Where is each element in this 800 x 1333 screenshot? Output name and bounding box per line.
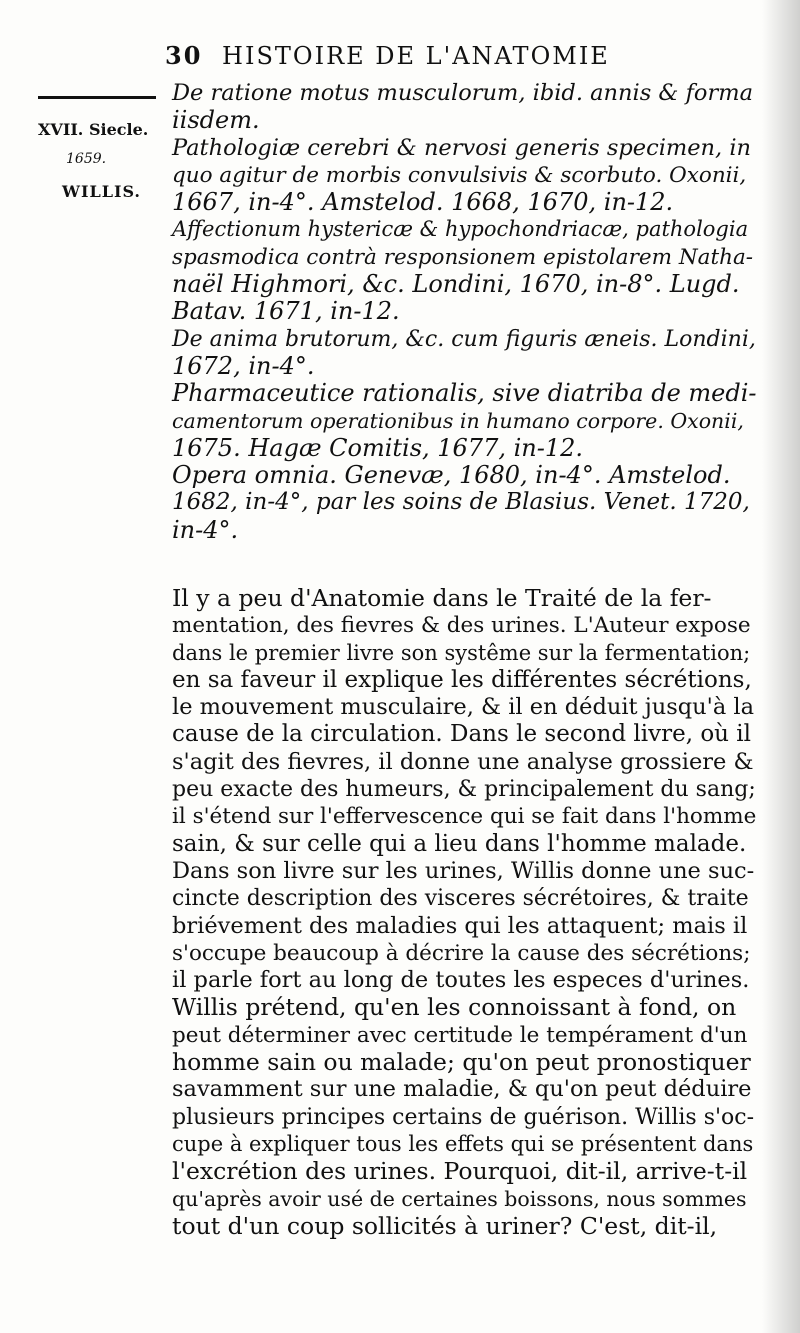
bib-line: Batav. 1671, in-12.	[172, 297, 400, 326]
prose-line: cupe à expliquer tous les effets qui se présentent dans	[172, 1131, 754, 1156]
bib-line: 1675. Hagæ Comitis, 1677, in-12.	[172, 433, 584, 462]
prose-line: il parle fort au long de toutes les especes d'urines.	[172, 967, 750, 994]
prose-line: s'occupe beaucoup à décrire la cause des sécrétions;	[172, 940, 751, 966]
bib-line: Pharmaceutice rationalis, sive diatriba de medi-	[172, 379, 757, 408]
prose-line: tout d'un coup sollicités à uriner? C'est, dit-il,	[172, 1211, 718, 1240]
margin-rule	[38, 96, 156, 99]
bib-line: De ratione motus musculorum, ibid. annis & forma	[172, 80, 753, 106]
prose-line: il s'étend sur l'effervescence qui se fait dans l'homme	[172, 804, 757, 830]
bib-line: Opera omnia. Genevæ, 1680, in-4°. Amstelod.	[172, 461, 731, 490]
prose-line: cincte description des visceres sécrétoires, & traite	[172, 886, 749, 912]
prose-paragraph	[172, 585, 757, 1240]
prose-line: peut déterminer avec certitude le tempérament d'un	[172, 1022, 748, 1048]
bibliography-block	[172, 80, 757, 544]
prose-line: Il y a peu d'Anatomie dans le Traité de la fer-	[172, 584, 712, 612]
prose-line: Dans son livre sur les urines, Willis donne une suc-	[172, 857, 755, 884]
bib-line: 1667, in-4°. Amstelod. 1668, 1670, in-12.	[172, 188, 674, 217]
prose-line: dans le premier livre son systême sur la fermentation;	[172, 640, 751, 665]
page-number: 30	[165, 41, 203, 70]
prose-line: mentation, des fievres & des urines. L'Auteur expose	[172, 613, 751, 639]
prose-line: homme sain ou malade; qu'on peut pronostiquer	[172, 1048, 751, 1077]
margin-year: 1659.	[66, 151, 107, 167]
prose-line: qu'après avoir usé de certaines boissons, nous sommes	[172, 1186, 747, 1211]
running-title: HISTOIRE DE L'ANATOMIE	[222, 42, 610, 70]
bib-line: spasmodica contrà responsionem epistolarem Natha-	[172, 244, 754, 270]
prose-line: le mouvement musculaire, & il en déduit jusqu'à la	[172, 694, 755, 721]
bib-line: 1672, in-4°.	[172, 351, 315, 380]
prose-line: savamment sur une maladie, & qu'on peut déduire	[172, 1076, 752, 1103]
bib-line: Pathologiæ cerebri & nervosi generis specimen, in	[172, 134, 752, 161]
prose-line: sain, & sur celle qui a lieu dans l'homme malade.	[172, 830, 747, 857]
prose-line: briévement des maladies qui les attaquent; mais il	[172, 912, 748, 939]
prose-line: l'excrétion des urines. Pourquoi, dit-il, arrive-t-il	[172, 1157, 748, 1186]
margin-century: XVII. Siecle.	[38, 120, 149, 139]
bib-line: iisdem.	[172, 106, 260, 135]
prose-line: peu exacte des humeurs, & principalement du sang;	[172, 777, 756, 803]
bib-line: De anima brutorum, &c. cum figuris æneis. Londini,	[172, 326, 756, 352]
running-header	[165, 41, 765, 70]
prose-line: en sa faveur il explique les différentes sécrétions,	[172, 666, 752, 693]
margin-author: WILLIS.	[62, 182, 141, 201]
bib-line: naël Highmori, &c. Londini, 1670, in-8°. Lugd.	[172, 270, 740, 299]
prose-line: s'agit des fievres, il donne une analyse grossiere &	[172, 748, 754, 775]
bib-line: in-4°.	[172, 515, 239, 544]
prose-line: plusieurs principes certains de guérison. Willis s'oc-	[172, 1104, 755, 1130]
bib-line: camentorum operationibus in humano corpore. Oxonii,	[172, 408, 744, 433]
prose-line: cause de la circulation. Dans le second livre, où il	[172, 721, 751, 748]
bib-line: Affectionum hystericæ & hypochondriacæ, pathologia	[172, 217, 749, 242]
bib-line: 1682, in-4°, par les soins de Blasius. Venet. 1720,	[172, 489, 750, 516]
prose-line: Willis prétend, qu'en les connoissant à fond, on	[172, 993, 737, 1022]
page-edge-shadow	[762, 0, 800, 1333]
bib-line: quo agitur de morbis convulsivis & scorbuto. Oxonii,	[172, 162, 747, 188]
